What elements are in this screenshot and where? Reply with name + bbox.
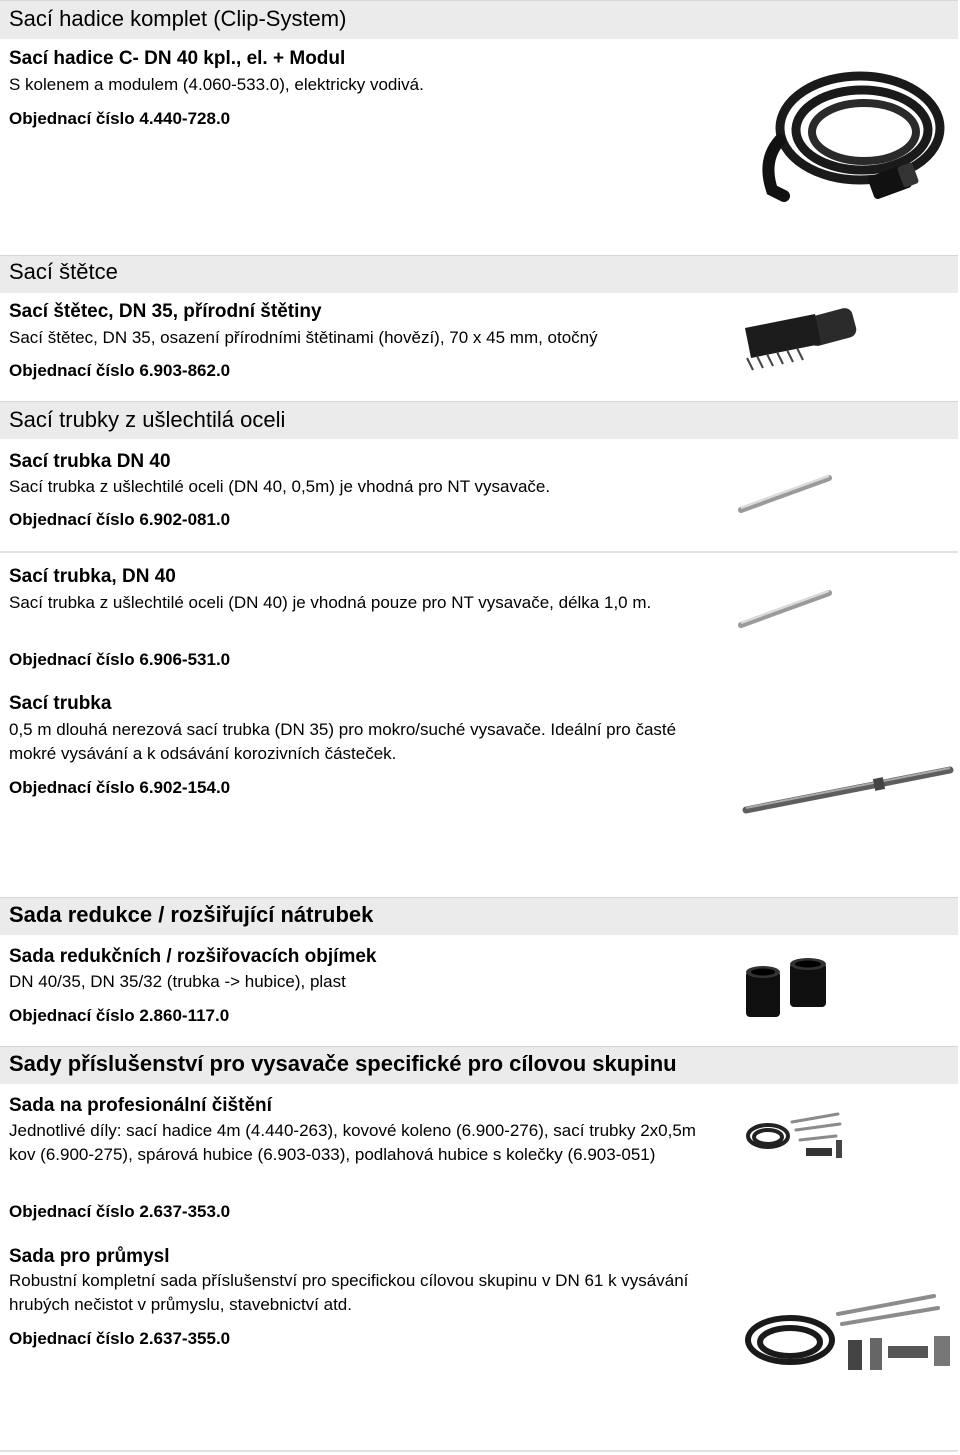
section-divider <box>0 37 958 39</box>
order-number: Objednací číslo 6.906-531.0 <box>9 650 231 669</box>
section-title: Sací trubky z ušlechtilá oceli <box>9 407 286 432</box>
product-name: Sada pro průmysl <box>9 1246 170 1267</box>
product-name: Sada redukčních / rozšiřovacích objímek <box>9 946 377 967</box>
product-name: Sada na profesionální čištění <box>9 1095 272 1116</box>
product-description: Robustní kompletní sada příslušenství pro specifickou cílovou skupinu v DN 61 k vysávání hrubých nečistot v průmyslu, stavebnictví atd. <box>9 1271 689 1314</box>
reduction-sleeves-image <box>740 955 840 1025</box>
section-title: Sací hadice komplet (Clip-System) <box>9 6 347 31</box>
section-divider <box>0 437 958 439</box>
product-description: DN 40/35, DN 35/32 (trubka -> hubice), plast <box>9 972 346 991</box>
section-header-brushes <box>0 255 958 292</box>
section-divider <box>0 1082 958 1084</box>
section-title: Sada redukce / rozšiřující nátrubek <box>9 902 374 927</box>
suction-hose-image <box>750 60 950 210</box>
product-description: Sací trubka z ušlechtilé oceli (DN 40, 0,5m) je vhodná pro NT vysavače. <box>9 477 551 496</box>
product-description: Jednotlivé díly: sací hadice 4m (4.440-263), kovové koleno (6.900-276), sací trubky 2x0,5m kov (6.900-275), spárová hubice (6.903-033), podlahová hubice s kolečky (6.903-051) <box>9 1121 696 1164</box>
professional-set-image <box>740 1110 850 1170</box>
order-number: Objednací číslo 2.637-355.0 <box>9 1329 231 1348</box>
section-title: Sady příslušenství pro vysavače specifické pro cílovou skupinu <box>9 1051 677 1076</box>
product-name: Sací hadice C- DN 40 kpl., el. + Modul <box>9 48 346 69</box>
order-number: Objednací číslo 6.902-081.0 <box>9 510 231 529</box>
order-number: Objednací číslo 6.903-862.0 <box>9 361 231 380</box>
section-title: Sací štětce <box>9 259 118 284</box>
product-name: Sací trubka <box>9 693 112 714</box>
item-divider <box>0 551 958 553</box>
section-divider <box>0 933 958 935</box>
product-description: Sací trubka z ušlechtilé oceli (DN 40) je vhodná pouze pro NT vysavače, délka 1,0 m. <box>9 593 652 612</box>
section-divider <box>0 291 958 293</box>
order-number: Objednací číslo 2.637-353.0 <box>9 1202 231 1221</box>
industrial-set-image <box>738 1290 958 1380</box>
suction-tube-long-image <box>738 760 958 820</box>
product-name: Sací trubka DN 40 <box>9 451 171 472</box>
order-number: Objednací číslo 4.440-728.0 <box>9 109 231 128</box>
order-number: Objednací číslo 2.860-117.0 <box>9 1006 230 1025</box>
product-name: Sací štětec, DN 35, přírodní štětiny <box>9 301 322 322</box>
suction-tube-image <box>735 585 835 635</box>
product-description: S kolenem a modulem (4.060-533.0), elektricky vodivá. <box>9 75 424 94</box>
product-description: Sací štětec, DN 35, osazení přírodními štětinami (hovězí), 70 x 45 mm, otočný <box>9 328 598 347</box>
page-bottom-divider <box>0 1450 958 1452</box>
order-number: Objednací číslo 6.902-154.0 <box>9 778 231 797</box>
product-name: Sací trubka, DN 40 <box>9 566 176 587</box>
product-description: 0,5 m dlouhá nerezová sací trubka (DN 35) pro mokro/suché vysavače. Ideální pro časté mokré vysávání a k odsávání korozivních částeček. <box>9 720 677 763</box>
suction-brush-image <box>735 300 865 380</box>
suction-tube-image <box>735 470 835 520</box>
